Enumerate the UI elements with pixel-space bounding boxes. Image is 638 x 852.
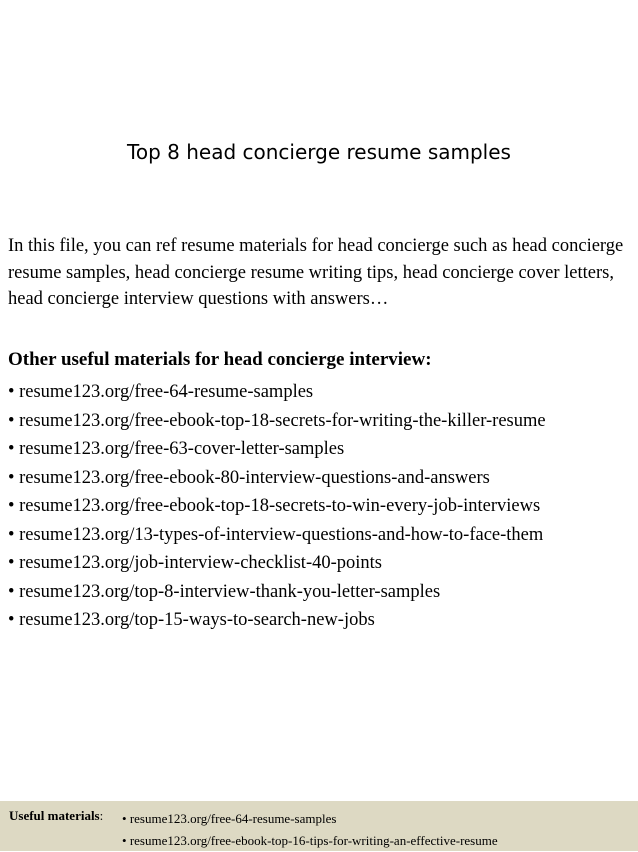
bullet: • — [8, 467, 20, 488]
bullet: • — [8, 496, 20, 516]
list-item — [8, 549, 546, 578]
footer-label-colon: : — [99, 808, 104, 823]
footer-link-list — [122, 808, 498, 852]
list-item — [122, 830, 498, 852]
materials-link-list — [8, 378, 546, 635]
list-item — [8, 378, 546, 407]
material-link[interactable]: resume123.org/top-15-ways-to-search-new-jobs — [19, 610, 375, 630]
footer-label — [9, 808, 103, 824]
footer-label-text: Useful materials — [9, 808, 100, 823]
intro-paragraph: In this file, you can ref resume materials for head concierge such as head concierge resume samples, head concierge resume writing tips, head concierge cover letters, head concierge interview questions with answers… — [8, 236, 624, 310]
bullet: • — [8, 581, 20, 602]
material-link[interactable]: resume123.org/free-ebook-top-18-secrets-to-win-every-job-interviews — [19, 496, 541, 516]
footer-link[interactable]: resume123.org/free-64-resume-samples — [129, 811, 337, 826]
useful-materials-footer — [0, 801, 638, 851]
material-link[interactable]: resume123.org/job-interview-checklist-40-points — [19, 553, 383, 573]
list-item — [122, 808, 498, 830]
material-link[interactable]: resume123.org/13-types-of-interview-questions-and-how-to-face-them — [19, 524, 544, 545]
bullet: • — [8, 524, 20, 545]
bullet: • — [8, 439, 20, 459]
bullet: • — [8, 610, 20, 630]
list-item — [8, 492, 546, 521]
material-link[interactable]: resume123.org/free-64-resume-samples — [19, 382, 314, 402]
bullet: • — [122, 833, 130, 848]
page-title: Top 8 head concierge resume samples — [127, 140, 511, 164]
material-link[interactable]: resume123.org/free-63-cover-letter-samples — [19, 439, 345, 459]
bullet: • — [8, 553, 20, 573]
footer-link[interactable]: resume123.org/free-ebook-top-16-tips-for-writing-an-effective-resume — [129, 833, 498, 848]
list-item — [8, 407, 546, 436]
list-item — [8, 606, 546, 635]
list-item — [8, 464, 546, 493]
list-item — [8, 578, 546, 607]
bullet: • — [8, 382, 20, 402]
bullet: • — [122, 811, 130, 826]
material-link[interactable]: resume123.org/top-8-interview-thank-you-letter-samples — [19, 581, 441, 602]
list-item — [8, 521, 546, 550]
bullet: • — [8, 410, 20, 431]
material-link[interactable]: resume123.org/free-ebook-top-18-secrets-for-writing-the-killer-resume — [19, 410, 546, 431]
materials-heading: Other useful materials for head concierge interview: — [8, 349, 432, 370]
material-link[interactable]: resume123.org/free-ebook-80-interview-questions-and-answers — [19, 467, 490, 488]
list-item — [8, 435, 546, 464]
